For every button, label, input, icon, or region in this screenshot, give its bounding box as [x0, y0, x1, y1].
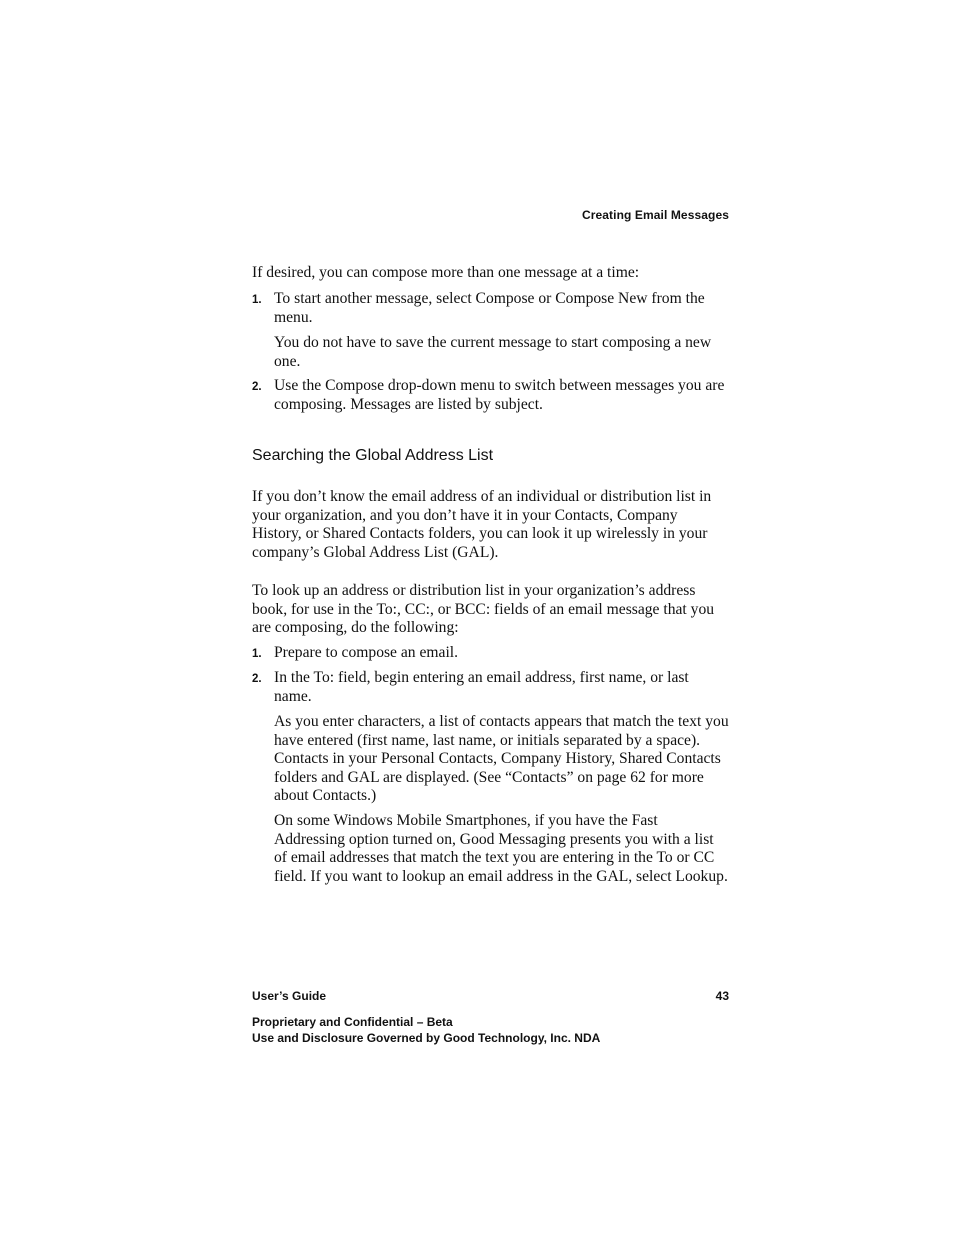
- list-item-text: Use the Compose drop-down menu to switch between messages you are composing. Messages are listed by subject.: [274, 377, 725, 413]
- list-item-text: To start another message, select Compose or Compose New from the menu.: [274, 290, 705, 326]
- intro-paragraph: If desired, you can compose more than one message at a time:: [252, 264, 640, 281]
- list-item-text: In the To: field, begin entering an email address, first name, or last name.: [274, 669, 689, 705]
- footer-guide-title: User’s Guide: [252, 989, 327, 1003]
- list-item-note: As you enter characters, a list of contacts appears that match the text you have entered (first name, last name, or initials separated by a space). Contacts in your Personal Contacts, Company History, Shared Contacts folders and GAL are displayed. (See “Contacts” on page 62 for more about Contacts.): [274, 713, 729, 805]
- list-number: 1.: [252, 648, 262, 660]
- footer-disclosure: Use and Disclosure Governed by Good Technology, Inc. NDA: [252, 1031, 601, 1045]
- section-heading: Searching the Global Address List: [252, 447, 494, 464]
- list-number: 1.: [252, 294, 262, 306]
- list-item-text: Prepare to compose an email.: [274, 644, 459, 661]
- footer-confidential: Proprietary and Confidential – Beta: [252, 1015, 453, 1029]
- page-number: 43: [715, 989, 729, 1003]
- list-item-note: On some Windows Mobile Smartphones, if you have the Fast Addressing option turned on, Good Messaging presents you with a list of email addresses that match the text you are entering in the To or CC field. If you want to lookup an email address in the GAL, select Lookup.: [274, 812, 728, 885]
- list-number: 2.: [252, 673, 262, 685]
- list-number: 2.: [252, 381, 262, 393]
- running-head: Creating Email Messages: [581, 208, 729, 222]
- section-paragraph: To look up an address or distribution list in your organization’s address book, for use in the To:, CC:, or BCC: fields of an email message that you are composing, do the following:: [252, 582, 715, 637]
- list-item-note: You do not have to save the current message to start composing a new one.: [274, 334, 712, 370]
- section-paragraph: If you don’t know the email address of an individual or distribution list in your organization, and you don’t have it in your Contacts, Company History, or Shared Contacts folders, you can look it up wirelessly in your company’s Global Address List (GAL).: [252, 488, 712, 561]
